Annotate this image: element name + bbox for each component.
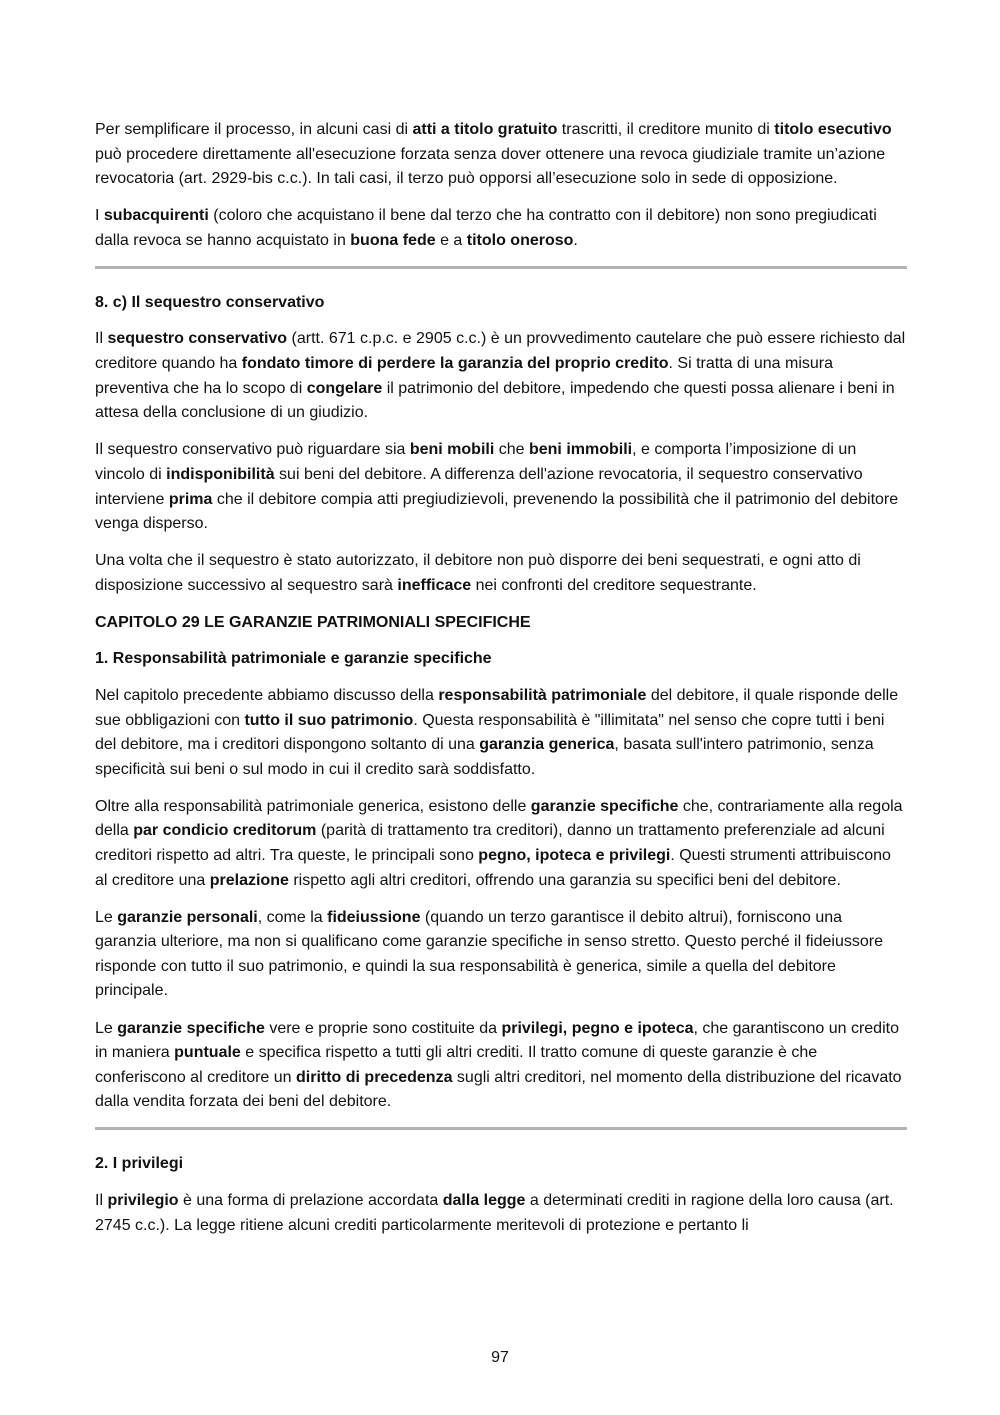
- text-run: il patrimonio del debitore, impedendo che questi possa alienare i beni in attesa della conclusione di un giudizio.: [95, 379, 895, 422]
- text-run: può procedere direttamente all'esecuzione forzata senza dover ottenere una revoca giudiziale tramite un’azione revocatoria (art. 2929-bis c.c.). In tali casi, il terzo può opporsi all’esecuzione solo in sede di opposizione.: [95, 145, 886, 188]
- bold-term: responsabilità patrimoniale: [438, 686, 647, 704]
- text-run: , e comporta l’imposizione di un vincolo di: [95, 441, 857, 483]
- text-run: del debitore, il quale risponde delle sue obbligazioni con: [95, 686, 899, 729]
- text-run: Per semplificare il processo, in alcuni casi di: [95, 121, 413, 138]
- text-run: , come la: [257, 908, 328, 926]
- paragraph: [95, 795, 907, 893]
- text-run: Nel capitolo precedente abbiamo discusso della: [95, 686, 439, 704]
- text-run: I: [95, 207, 104, 225]
- text-run: e specifica rispetto a tutti gli altri crediti. Il tratto comune di queste garanzie è che conferiscono al creditore un: [95, 1044, 818, 1086]
- bold-term: beni mobili: [409, 441, 495, 459]
- bold-term: inefficace: [397, 576, 472, 594]
- paragraph: [95, 549, 907, 598]
- bold-term: subacquirenti: [103, 207, 209, 225]
- text-run: che, contrariamente alla regola della: [95, 797, 903, 840]
- page-number: 97: [491, 1349, 509, 1366]
- paragraph: [95, 1189, 907, 1238]
- bold-term: titolo oneroso: [466, 231, 574, 249]
- text-run: che: [494, 441, 529, 459]
- text-run: nei confronti del creditore sequestrante.: [471, 576, 757, 594]
- bold-term: garanzie personali: [117, 908, 258, 926]
- bold-term: par condicio creditorum: [133, 822, 317, 840]
- paragraph: [95, 204, 907, 253]
- text-run: Una volta che il sequestro è stato autorizzato, il debitore non può disporre dei beni sequestrati, e ogni atto di disposizione successivo al sequestro sarà: [95, 552, 861, 594]
- text-run: che il debitore compia atti pregiudizievoli, prevenendo la possibilità che il patrimonio del debitore venga disperso.: [95, 490, 899, 533]
- text-run: rispetto agli altri creditori, offrendo una garanzia su specifici beni del debitore.: [288, 871, 841, 889]
- text-run: (coloro che acquistano il bene dal terzo che ha contratto con il debitore) non sono pregiudicati dalla revoca se hanno acquistato in: [95, 207, 877, 249]
- paragraph: [95, 327, 907, 425]
- text-run: vere e proprie sono costituite da: [264, 1019, 502, 1037]
- paragraph: [95, 1017, 907, 1115]
- text-run: Il: [95, 1191, 108, 1209]
- bold-term: privilegi, pegno e ipoteca: [501, 1019, 694, 1037]
- bold-term: buona fede: [350, 231, 436, 249]
- bold-term: prima: [168, 490, 213, 508]
- bold-term: titolo esecutivo: [774, 121, 892, 138]
- bold-term: pegno, ipoteca e privilegi: [478, 846, 671, 864]
- bold-term: congelare: [306, 379, 383, 397]
- bold-term: atti a titolo gratuito: [412, 121, 558, 138]
- paragraph: [95, 118, 907, 192]
- text-run: e a: [435, 231, 467, 249]
- text-run: . Questi strumenti attribuiscono al creditore una: [95, 846, 891, 889]
- section-heading: 2. I privilegi: [95, 1155, 184, 1173]
- text-run: a determinati crediti in ragione della loro causa (art. 2745 c.c.). La legge ritiene alcuni crediti particolarmente meritevoli di protezione e pertanto li: [95, 1191, 894, 1234]
- text-run: , che garantiscono un credito in maniera: [95, 1019, 899, 1062]
- text-run: . Si tratta di una misura preventiva che ha lo scopo di: [95, 355, 834, 397]
- bold-term: prelazione: [209, 871, 289, 889]
- section-heading: CAPITOLO 29 LE GARANZIE PATRIMONIALI SPECIFICHE: [95, 613, 531, 631]
- text-run: sugli altri creditori, nel momento della distribuzione del ricavato dalla vendita forzata dei beni del debitore.: [95, 1068, 902, 1111]
- bold-term: fondato timore di perdere la garanzia del proprio credito: [241, 355, 669, 373]
- text-run: , basata sull'intero patrimonio, senza specificità sui beni o sul modo in cui il credito sarà soddisfatto.: [95, 736, 874, 778]
- bold-term: fideiussione: [327, 908, 421, 926]
- text-run: Il: [95, 330, 108, 348]
- text-run: Le: [95, 908, 118, 926]
- bold-term: puntuale: [174, 1044, 241, 1062]
- bold-term: sequestro conservativo: [107, 330, 288, 348]
- section-divider: [95, 1127, 907, 1130]
- bold-term: diritto di precedenza: [296, 1068, 453, 1086]
- text-run: Il sequestro conservativo può riguardare sia: [95, 441, 410, 459]
- text-run: . Questa responsabilità è "illimitata" nel senso che copre tutti i beni del debitore, ma i creditori dispongono soltanto di una: [95, 711, 885, 754]
- paragraph: [95, 438, 907, 536]
- bold-term: indisponibilità: [166, 465, 275, 483]
- section-divider: [95, 266, 907, 269]
- bold-term: garanzie specifiche: [530, 797, 679, 815]
- bold-term: dalla legge: [442, 1191, 526, 1209]
- paragraph: [95, 906, 907, 1004]
- section-heading: 8. c) Il sequestro conservativo: [95, 293, 325, 311]
- document-body: [95, 118, 907, 1251]
- text-run: .: [573, 231, 578, 249]
- text-run: è una forma di prelazione accordata: [178, 1191, 443, 1209]
- bold-term: tutto il suo patrimonio: [244, 711, 414, 729]
- bold-term: garanzia generica: [479, 736, 615, 754]
- section-heading: 1. Responsabilità patrimoniale e garanzie specifiche: [95, 650, 492, 668]
- text-run: (quando un terzo garantisce il debito altrui), forniscono una garanzia ulteriore, ma non si qualificano come garanzie specifiche in senso stretto. Questo perché il fideiussore risponde con tutto il suo patrimonio, e quindi la sua responsabilità è generica, simile a quella del debitore principale.: [95, 908, 883, 1000]
- text-run: (artt. 671 c.p.c. e 2905 c.c.) è un provvedimento cautelare che può essere richiesto dal creditore quando ha: [95, 330, 906, 373]
- bold-term: beni immobili: [528, 441, 633, 459]
- text-run: trascritti, il creditore munito di: [557, 121, 775, 138]
- text-run: Oltre alla responsabilità patrimoniale generica, esistono delle: [95, 797, 531, 815]
- text-run: sui beni del debitore. A differenza dell'azione revocatoria, il sequestro conservativo interviene: [95, 465, 863, 508]
- paragraph: [95, 684, 907, 782]
- bold-term: garanzie specifiche: [117, 1019, 265, 1037]
- text-run: Le: [95, 1019, 118, 1037]
- text-run: (parità di trattamento tra creditori), danno un trattamento preferenziale ad alcuni creditori rispetto ad altri. Tra queste, le principali sono: [95, 822, 885, 864]
- bold-term: privilegio: [107, 1191, 179, 1209]
